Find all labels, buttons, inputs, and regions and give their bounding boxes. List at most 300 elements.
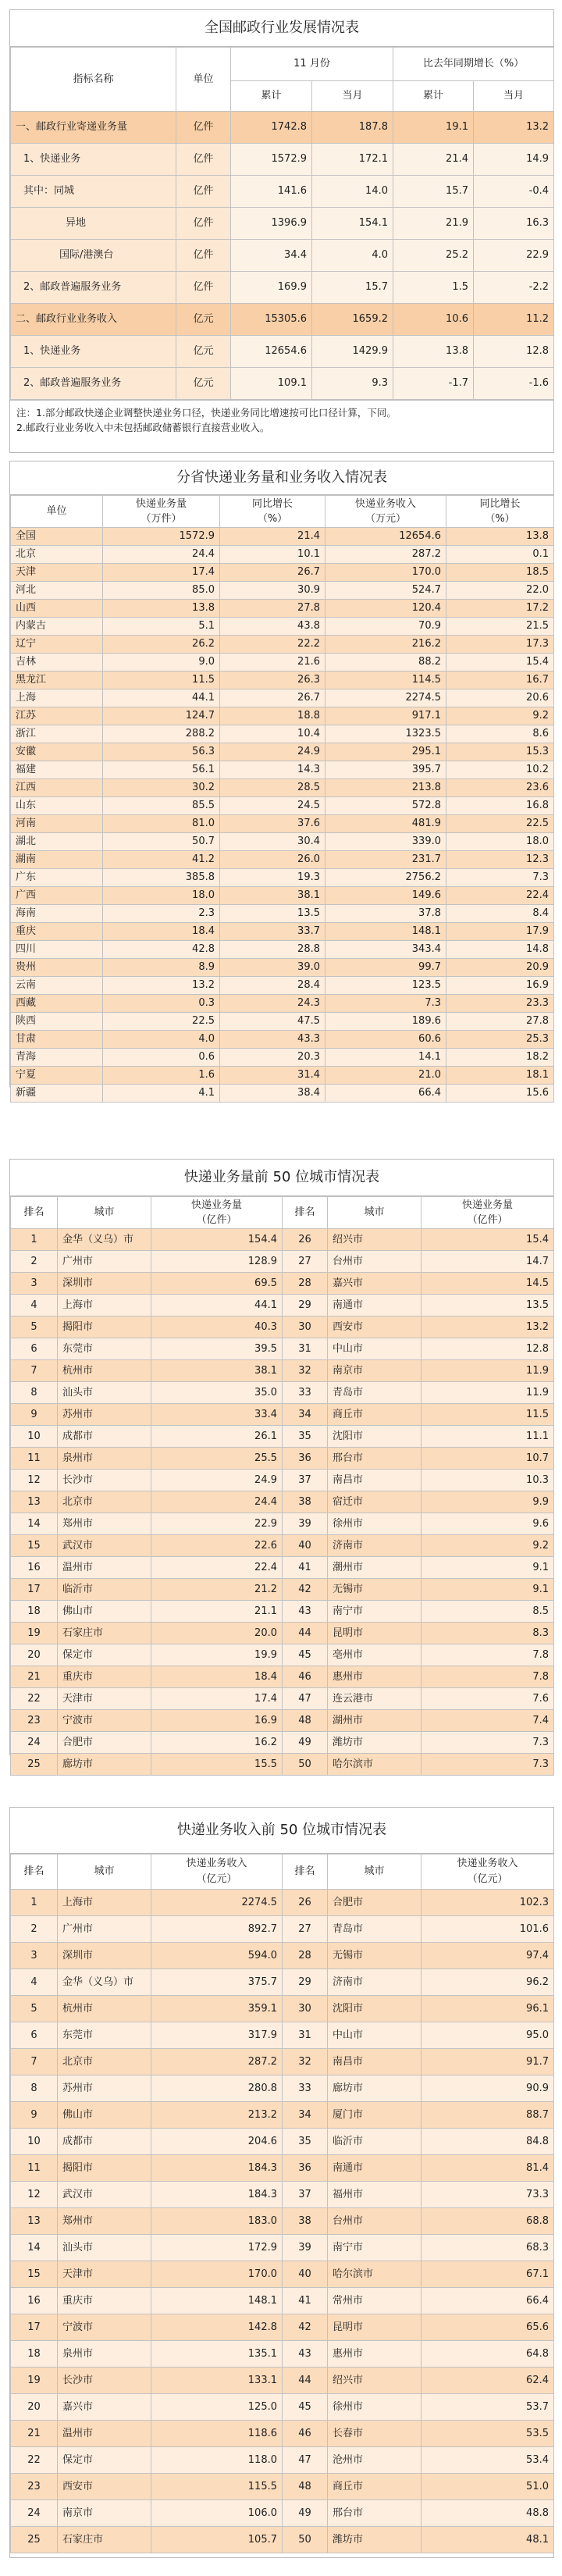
province-header-growth2-label: 同比增长 bbox=[479, 498, 521, 510]
city-value-2: 102.3 bbox=[422, 1890, 554, 1916]
city-rank-2: 30 bbox=[283, 1317, 328, 1338]
national-table bbox=[10, 47, 554, 400]
city-name-2: 南京市 bbox=[328, 1360, 422, 1382]
value-current: 14.0 bbox=[312, 176, 393, 208]
city-rank-2: 42 bbox=[283, 2314, 328, 2341]
city-row bbox=[11, 1273, 554, 1295]
city-value: 16.2 bbox=[151, 1732, 283, 1754]
province-volume: 81.0 bbox=[103, 815, 220, 833]
volume-header-value-unit: （亿件） bbox=[196, 1214, 237, 1226]
province-revenue: 395.7 bbox=[325, 761, 446, 779]
volume-header-city: 城市 bbox=[58, 1197, 151, 1229]
city-rank: 5 bbox=[11, 1317, 58, 1338]
province-revenue-growth: 27.8 bbox=[446, 1013, 554, 1031]
city-value-2: 62.4 bbox=[422, 2368, 554, 2394]
city-name-2: 中山市 bbox=[328, 1338, 422, 1360]
province-volume-growth: 30.9 bbox=[220, 582, 325, 600]
city-rank: 10 bbox=[11, 1426, 58, 1448]
city-rank: 15 bbox=[11, 1535, 58, 1557]
revenue-header-value-unit: （亿元） bbox=[196, 1873, 237, 1885]
city-rank: 17 bbox=[11, 1579, 58, 1601]
revenue-top50-card bbox=[9, 1807, 554, 2558]
province-volume: 4.0 bbox=[103, 1031, 220, 1049]
province-revenue: 189.6 bbox=[325, 1013, 446, 1031]
header-indicator: 指标名称 bbox=[11, 48, 176, 112]
province-row bbox=[11, 761, 554, 779]
national-row bbox=[11, 336, 554, 368]
province-volume-growth: 26.0 bbox=[220, 851, 325, 869]
province-row bbox=[11, 564, 554, 582]
city-row bbox=[11, 1360, 554, 1382]
city-value: 105.7 bbox=[151, 2527, 283, 2553]
province-volume: 5.1 bbox=[103, 618, 220, 636]
city-rank-2: 42 bbox=[283, 1579, 328, 1601]
province-name: 重庆 bbox=[11, 923, 103, 941]
city-rank-2: 37 bbox=[283, 1470, 328, 1491]
city-value: 172.9 bbox=[151, 2235, 283, 2261]
volume-header-value-label: 快递业务量 bbox=[190, 1199, 242, 1211]
province-row bbox=[11, 689, 554, 707]
city-name: 临沂市 bbox=[58, 1579, 151, 1601]
province-table-title: 分省快递业务量和业务收入情况表 bbox=[10, 461, 553, 495]
province-volume-growth: 10.4 bbox=[220, 725, 325, 743]
city-name-2: 济南市 bbox=[328, 1535, 422, 1557]
province-revenue-growth: 18.2 bbox=[446, 1049, 554, 1067]
city-value-2: 7.6 bbox=[422, 1688, 554, 1710]
city-name: 苏州市 bbox=[58, 2075, 151, 2102]
province-revenue: 70.9 bbox=[325, 618, 446, 636]
city-name: 南京市 bbox=[58, 2500, 151, 2527]
province-revenue-growth: 15.3 bbox=[446, 743, 554, 761]
province-volume-growth: 28.4 bbox=[220, 977, 325, 995]
city-value: 24.9 bbox=[151, 1470, 283, 1491]
province-volume: 30.2 bbox=[103, 779, 220, 797]
city-value: 280.8 bbox=[151, 2075, 283, 2102]
indicator-unit: 亿元 bbox=[176, 336, 231, 368]
city-name-2: 台州市 bbox=[328, 1251, 422, 1273]
indicator-unit: 亿件 bbox=[176, 144, 231, 176]
province-name: 海南 bbox=[11, 905, 103, 923]
city-value: 128.9 bbox=[151, 1251, 283, 1273]
city-value: 39.5 bbox=[151, 1338, 283, 1360]
revenue-header-row bbox=[11, 1855, 554, 1890]
city-rank-2: 27 bbox=[283, 1251, 328, 1273]
province-row bbox=[11, 707, 554, 725]
city-row bbox=[11, 1338, 554, 1360]
indicator-name: 2、邮政普遍服务业务 bbox=[11, 272, 176, 304]
city-name-2: 无锡市 bbox=[328, 1579, 422, 1601]
province-revenue-growth: 20.6 bbox=[446, 689, 554, 707]
city-value-2: 67.1 bbox=[422, 2261, 554, 2288]
city-row bbox=[11, 2474, 554, 2500]
province-revenue-growth: 20.9 bbox=[446, 959, 554, 977]
city-name-2: 西安市 bbox=[328, 1317, 422, 1338]
city-rank: 17 bbox=[11, 2314, 58, 2341]
province-volume-growth: 26.7 bbox=[220, 689, 325, 707]
city-value-2: 48.1 bbox=[422, 2527, 554, 2553]
province-revenue-growth: 12.3 bbox=[446, 851, 554, 869]
city-rank-2: 37 bbox=[283, 2182, 328, 2208]
city-row bbox=[11, 1557, 554, 1579]
province-row bbox=[11, 923, 554, 941]
city-value: 170.0 bbox=[151, 2261, 283, 2288]
city-rank: 13 bbox=[11, 2208, 58, 2235]
city-rank-2: 38 bbox=[283, 1491, 328, 1513]
province-volume: 0.6 bbox=[103, 1049, 220, 1067]
province-name: 安徽 bbox=[11, 743, 103, 761]
province-volume: 385.8 bbox=[103, 869, 220, 887]
city-row bbox=[11, 2314, 554, 2341]
value-current: 9.3 bbox=[312, 368, 393, 400]
city-value: 213.2 bbox=[151, 2102, 283, 2129]
province-revenue-growth: 17.3 bbox=[446, 636, 554, 654]
province-name: 内蒙古 bbox=[11, 618, 103, 636]
city-name-2: 连云港市 bbox=[328, 1688, 422, 1710]
city-name: 汕头市 bbox=[58, 1382, 151, 1404]
city-value: 22.4 bbox=[151, 1557, 283, 1579]
value-current: 1429.9 bbox=[312, 336, 393, 368]
city-value: 118.0 bbox=[151, 2447, 283, 2474]
city-rank-2: 45 bbox=[283, 1644, 328, 1666]
city-value-2: 7.4 bbox=[422, 1710, 554, 1732]
city-row bbox=[11, 1448, 554, 1470]
city-rank-2: 47 bbox=[283, 1688, 328, 1710]
city-rank-2: 40 bbox=[283, 2261, 328, 2288]
city-rank-2: 43 bbox=[283, 2341, 328, 2368]
city-row bbox=[11, 2368, 554, 2394]
city-value-2: 12.8 bbox=[422, 1338, 554, 1360]
city-name: 长沙市 bbox=[58, 1470, 151, 1491]
province-row bbox=[11, 941, 554, 959]
revenue-header-rank-2: 排名 bbox=[283, 1855, 328, 1890]
city-row bbox=[11, 1535, 554, 1557]
growth-cumulative: 21.4 bbox=[393, 144, 474, 176]
province-row bbox=[11, 636, 554, 654]
city-name-2: 台州市 bbox=[328, 2208, 422, 2235]
city-rank: 10 bbox=[11, 2129, 58, 2155]
city-row bbox=[11, 1426, 554, 1448]
province-volume: 41.2 bbox=[103, 851, 220, 869]
city-value-2: 66.4 bbox=[422, 2288, 554, 2314]
city-value: 22.6 bbox=[151, 1535, 283, 1557]
city-rank: 21 bbox=[11, 2421, 58, 2447]
city-value: 25.5 bbox=[151, 1448, 283, 1470]
province-volume-growth: 20.3 bbox=[220, 1049, 325, 1067]
city-row bbox=[11, 1470, 554, 1491]
city-value: 22.9 bbox=[151, 1513, 283, 1535]
province-name: 湖北 bbox=[11, 833, 103, 851]
city-row bbox=[11, 2155, 554, 2182]
province-row bbox=[11, 654, 554, 672]
city-rank-2: 50 bbox=[283, 2527, 328, 2553]
city-value-2: 14.5 bbox=[422, 1273, 554, 1295]
city-rank: 13 bbox=[11, 1491, 58, 1513]
province-volume: 8.9 bbox=[103, 959, 220, 977]
city-value: 24.4 bbox=[151, 1491, 283, 1513]
growth-current: 12.8 bbox=[474, 336, 554, 368]
indicator-name: 二、邮政行业业务收入 bbox=[11, 304, 176, 336]
city-row bbox=[11, 2022, 554, 2049]
province-volume: 42.8 bbox=[103, 941, 220, 959]
province-volume-growth: 28.8 bbox=[220, 941, 325, 959]
province-revenue-growth: 16.9 bbox=[446, 977, 554, 995]
city-name: 重庆市 bbox=[58, 2288, 151, 2314]
city-row bbox=[11, 1601, 554, 1623]
city-name: 成都市 bbox=[58, 2129, 151, 2155]
province-revenue: 231.7 bbox=[325, 851, 446, 869]
province-header-revenue-unit: （万元） bbox=[365, 513, 406, 525]
city-row bbox=[11, 2527, 554, 2553]
city-name-2: 潮州市 bbox=[328, 1557, 422, 1579]
national-row bbox=[11, 240, 554, 272]
province-volume-growth: 47.5 bbox=[220, 1013, 325, 1031]
city-row bbox=[11, 1996, 554, 2022]
national-row bbox=[11, 208, 554, 240]
city-rank: 3 bbox=[11, 1943, 58, 1969]
city-row bbox=[11, 1644, 554, 1666]
city-rank: 3 bbox=[11, 1273, 58, 1295]
province-name: 云南 bbox=[11, 977, 103, 995]
city-row bbox=[11, 2049, 554, 2075]
city-value-2: 9.6 bbox=[422, 1513, 554, 1535]
city-rank-2: 49 bbox=[283, 2500, 328, 2527]
province-name: 辽宁 bbox=[11, 636, 103, 654]
city-row bbox=[11, 1732, 554, 1754]
province-name: 广东 bbox=[11, 869, 103, 887]
city-name-2: 邢台市 bbox=[328, 2500, 422, 2527]
province-revenue: 60.6 bbox=[325, 1031, 446, 1049]
growth-cumulative: 13.8 bbox=[393, 336, 474, 368]
city-name-2: 商丘市 bbox=[328, 2474, 422, 2500]
province-volume-growth: 43.8 bbox=[220, 618, 325, 636]
province-revenue: 343.4 bbox=[325, 941, 446, 959]
growth-cumulative: 15.7 bbox=[393, 176, 474, 208]
province-row bbox=[11, 797, 554, 815]
city-rank: 19 bbox=[11, 2368, 58, 2394]
city-name-2: 潍坊市 bbox=[328, 1732, 422, 1754]
city-value: 184.3 bbox=[151, 2182, 283, 2208]
city-value-2: 68.3 bbox=[422, 2235, 554, 2261]
province-row bbox=[11, 1013, 554, 1031]
city-rank: 11 bbox=[11, 1448, 58, 1470]
city-name-2: 南昌市 bbox=[328, 1470, 422, 1491]
province-row bbox=[11, 672, 554, 689]
province-name: 四川 bbox=[11, 941, 103, 959]
indicator-unit: 亿件 bbox=[176, 272, 231, 304]
city-name: 郑州市 bbox=[58, 2208, 151, 2235]
city-name: 佛山市 bbox=[58, 2102, 151, 2129]
city-row bbox=[11, 1916, 554, 1943]
province-name: 贵州 bbox=[11, 959, 103, 977]
indicator-name: 异地 bbox=[11, 208, 176, 240]
city-name: 深圳市 bbox=[58, 1273, 151, 1295]
province-revenue-growth: 21.5 bbox=[446, 618, 554, 636]
city-row bbox=[11, 2500, 554, 2527]
city-rank-2: 26 bbox=[283, 1890, 328, 1916]
province-name: 吉林 bbox=[11, 654, 103, 672]
growth-cumulative: 19.1 bbox=[393, 112, 474, 144]
province-name: 北京 bbox=[11, 546, 103, 564]
province-volume-growth: 43.3 bbox=[220, 1031, 325, 1049]
province-row bbox=[11, 1067, 554, 1085]
city-name: 武汉市 bbox=[58, 2182, 151, 2208]
city-name: 上海市 bbox=[58, 1295, 151, 1317]
province-volume-growth: 30.4 bbox=[220, 833, 325, 851]
city-name-2: 合肥市 bbox=[328, 1890, 422, 1916]
province-volume-growth: 37.6 bbox=[220, 815, 325, 833]
city-row bbox=[11, 1491, 554, 1513]
city-rank-2: 28 bbox=[283, 1943, 328, 1969]
city-value-2: 96.1 bbox=[422, 1996, 554, 2022]
city-rank: 12 bbox=[11, 2182, 58, 2208]
city-rank: 21 bbox=[11, 1666, 58, 1688]
province-revenue-growth: 0.1 bbox=[446, 546, 554, 564]
city-rank-2: 35 bbox=[283, 2129, 328, 2155]
city-rank-2: 45 bbox=[283, 2394, 328, 2421]
city-row bbox=[11, 2261, 554, 2288]
city-value: 184.3 bbox=[151, 2155, 283, 2182]
city-value: 135.1 bbox=[151, 2341, 283, 2368]
city-name-2: 徐州市 bbox=[328, 2394, 422, 2421]
city-row bbox=[11, 2341, 554, 2368]
city-name-2: 临沂市 bbox=[328, 2129, 422, 2155]
city-rank: 23 bbox=[11, 2474, 58, 2500]
province-revenue-growth: 22.4 bbox=[446, 887, 554, 905]
province-revenue: 120.4 bbox=[325, 600, 446, 618]
province-revenue: 37.8 bbox=[325, 905, 446, 923]
province-row bbox=[11, 618, 554, 636]
city-name-2: 徐州市 bbox=[328, 1513, 422, 1535]
city-name-2: 哈尔滨市 bbox=[328, 2261, 422, 2288]
province-revenue-growth: 13.8 bbox=[446, 528, 554, 546]
indicator-unit: 亿件 bbox=[176, 208, 231, 240]
city-name-2: 沈阳市 bbox=[328, 1426, 422, 1448]
city-rank-2: 33 bbox=[283, 1382, 328, 1404]
province-row bbox=[11, 1031, 554, 1049]
city-name: 长沙市 bbox=[58, 2368, 151, 2394]
province-revenue: 148.1 bbox=[325, 923, 446, 941]
city-rank-2: 43 bbox=[283, 1601, 328, 1623]
volume-header-value-2 bbox=[422, 1197, 554, 1229]
city-name: 宁波市 bbox=[58, 2314, 151, 2341]
city-value: 40.3 bbox=[151, 1317, 283, 1338]
city-value-2: 97.4 bbox=[422, 1943, 554, 1969]
indicator-unit: 亿元 bbox=[176, 368, 231, 400]
header-growth-cumulative: 累计 bbox=[393, 81, 474, 112]
province-volume: 24.4 bbox=[103, 546, 220, 564]
city-name-2: 厦门市 bbox=[328, 2102, 422, 2129]
revenue-header-city-2: 城市 bbox=[328, 1855, 422, 1890]
province-revenue-growth: 9.2 bbox=[446, 707, 554, 725]
province-row bbox=[11, 546, 554, 564]
province-name: 河南 bbox=[11, 815, 103, 833]
header-current: 当月 bbox=[312, 81, 393, 112]
city-rank-2: 39 bbox=[283, 1513, 328, 1535]
city-rank: 22 bbox=[11, 2447, 58, 2474]
value-cumulative: 1742.8 bbox=[231, 112, 312, 144]
province-revenue: 88.2 bbox=[325, 654, 446, 672]
city-value-2: 96.2 bbox=[422, 1969, 554, 1996]
province-revenue: 14.1 bbox=[325, 1049, 446, 1067]
city-name-2: 惠州市 bbox=[328, 1666, 422, 1688]
city-rank-2: 44 bbox=[283, 1623, 328, 1644]
province-revenue: 1323.5 bbox=[325, 725, 446, 743]
city-rank: 2 bbox=[11, 1251, 58, 1273]
province-header-growth2-unit: （%） bbox=[485, 513, 515, 525]
province-name: 黑龙江 bbox=[11, 672, 103, 689]
province-volume: 26.2 bbox=[103, 636, 220, 654]
province-header-revenue-label: 快递业务收入 bbox=[354, 498, 416, 510]
city-name-2: 亳州市 bbox=[328, 1644, 422, 1666]
city-name-2: 南通市 bbox=[328, 2155, 422, 2182]
city-rank-2: 32 bbox=[283, 1360, 328, 1382]
city-value-2: 15.4 bbox=[422, 1229, 554, 1251]
revenue-header-rank: 排名 bbox=[11, 1855, 58, 1890]
city-name: 重庆市 bbox=[58, 1666, 151, 1688]
province-row bbox=[11, 815, 554, 833]
province-revenue-growth: 7.3 bbox=[446, 869, 554, 887]
city-value-2: 51.0 bbox=[422, 2474, 554, 2500]
city-value: 287.2 bbox=[151, 2049, 283, 2075]
city-value-2: 90.9 bbox=[422, 2075, 554, 2102]
province-row bbox=[11, 779, 554, 797]
header-period: 11 月份 bbox=[231, 48, 393, 81]
city-rank-2: 41 bbox=[283, 2288, 328, 2314]
city-name: 温州市 bbox=[58, 1557, 151, 1579]
province-volume-growth: 24.5 bbox=[220, 797, 325, 815]
volume-top50-title: 快递业务量前 50 位城市情况表 bbox=[10, 1160, 553, 1196]
indicator-name: 1、快递业务 bbox=[11, 336, 176, 368]
city-name: 泉州市 bbox=[58, 1448, 151, 1470]
city-value-2: 88.7 bbox=[422, 2102, 554, 2129]
province-volume-growth: 26.3 bbox=[220, 672, 325, 689]
revenue-header-value-label-2: 快递业务收入 bbox=[457, 1858, 518, 1869]
city-name: 金华（义乌）市 bbox=[58, 1229, 151, 1251]
growth-current: 14.9 bbox=[474, 144, 554, 176]
city-name: 北京市 bbox=[58, 1491, 151, 1513]
city-rank: 8 bbox=[11, 2075, 58, 2102]
city-value: 359.1 bbox=[151, 1996, 283, 2022]
city-rank-2: 33 bbox=[283, 2075, 328, 2102]
city-value: 204.6 bbox=[151, 2129, 283, 2155]
province-revenue: 2274.5 bbox=[325, 689, 446, 707]
city-rank-2: 31 bbox=[283, 1338, 328, 1360]
city-value: 183.0 bbox=[151, 2208, 283, 2235]
city-name-2: 潍坊市 bbox=[328, 2527, 422, 2553]
province-volume: 0.3 bbox=[103, 995, 220, 1013]
city-row bbox=[11, 1404, 554, 1426]
province-revenue: 21.0 bbox=[325, 1067, 446, 1085]
province-volume-growth: 18.8 bbox=[220, 707, 325, 725]
city-rank: 6 bbox=[11, 2022, 58, 2049]
city-rank-2: 29 bbox=[283, 1969, 328, 1996]
province-revenue: 917.1 bbox=[325, 707, 446, 725]
province-name: 江西 bbox=[11, 779, 103, 797]
city-value: 133.1 bbox=[151, 2368, 283, 2394]
province-name: 福建 bbox=[11, 761, 103, 779]
city-rank-2: 44 bbox=[283, 2368, 328, 2394]
city-rank-2: 38 bbox=[283, 2208, 328, 2235]
city-value-2: 9.1 bbox=[422, 1579, 554, 1601]
city-name-2: 常州市 bbox=[328, 2288, 422, 2314]
city-rank-2: 36 bbox=[283, 1448, 328, 1470]
growth-cumulative: 1.5 bbox=[393, 272, 474, 304]
city-name-2: 昆明市 bbox=[328, 2314, 422, 2341]
province-revenue: 170.0 bbox=[325, 564, 446, 582]
city-row bbox=[11, 1513, 554, 1535]
national-table-card bbox=[9, 9, 554, 453]
city-row bbox=[11, 1666, 554, 1688]
